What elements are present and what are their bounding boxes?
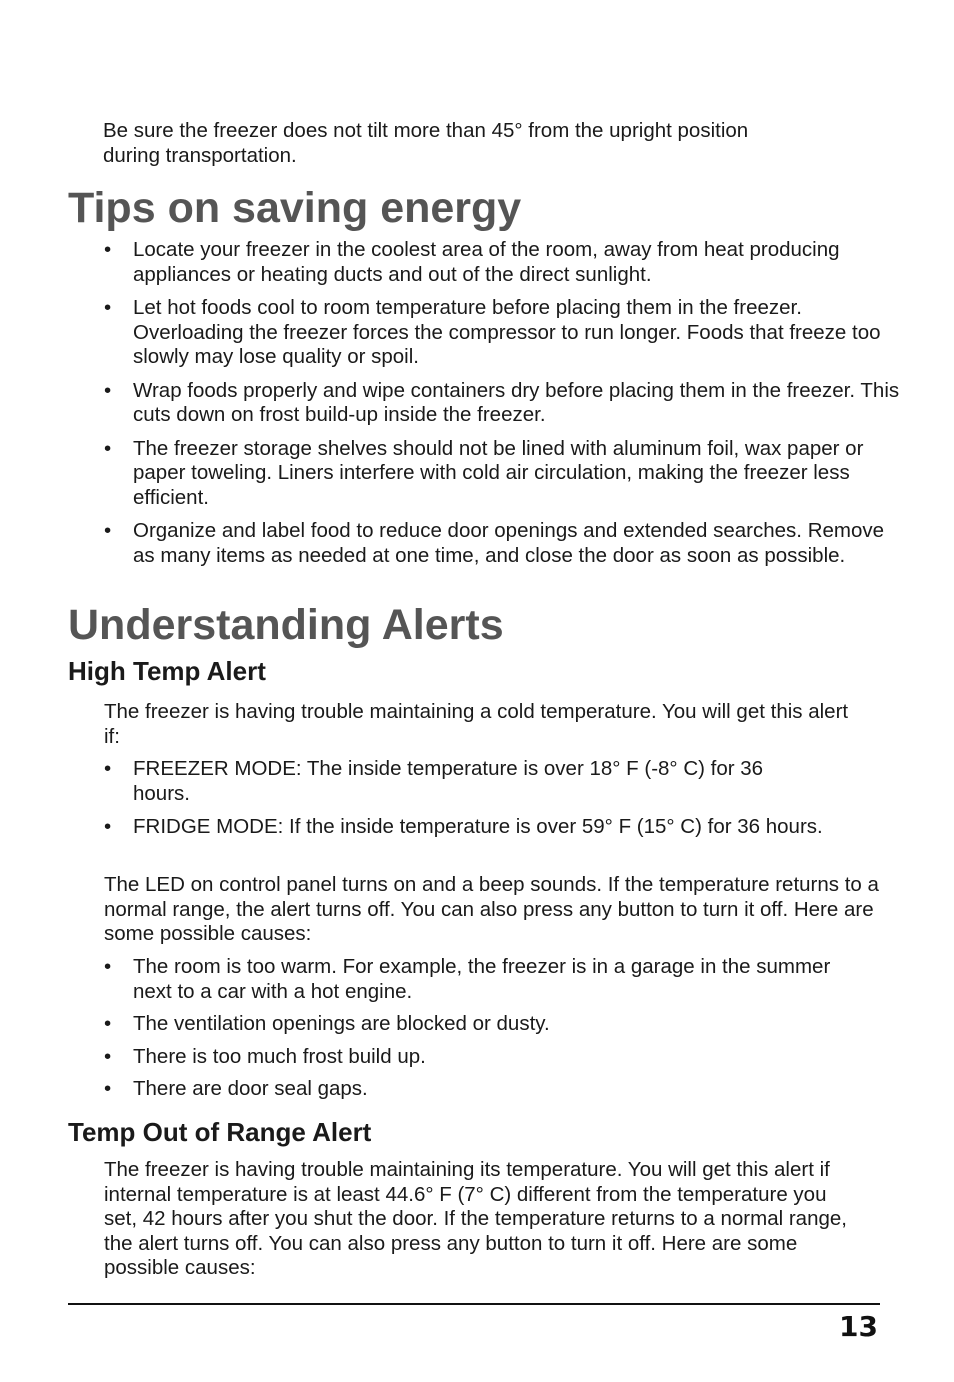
- out-of-range-text: The freezer is having trouble maintaining its temperature. You will get this alert if internal temperature is at least 44.6° F (7° C) different from the temperature you set, 42 hours after you shut the door. If the temperature returns to a normal range, the alert turns off. You can also press any button to turn it off. Here are some possible causes:: [104, 1158, 847, 1279]
- list-item: • There are door seal gaps.: [104, 1077, 368, 1100]
- list-item: • Let hot foods cool to room temperature before placing them in the freezer. Overloading the freezer forces the compressor to run longer. Foods that freeze too slowly may lose quality or spoil.: [104, 296, 881, 368]
- high-temp-intro: The freezer is having trouble maintaining a cold temperature. You will get this alert if:: [104, 700, 849, 748]
- list-item: • The ventilation openings are blocked or dusty.: [104, 1012, 550, 1035]
- high-temp-causes: [104, 955, 844, 1102]
- list-item: • There is too much frost build up.: [104, 1044, 426, 1068]
- transport-note: Be sure the freezer does not tilt more than 45° from the upright position during transportation.: [103, 119, 749, 167]
- list-item: • The room is too warm. For example, the freezer is in a garage in the summer next to a car with a hot engine.: [104, 955, 831, 1003]
- out-of-range-heading: Temp Out of Range Alert: [68, 1117, 372, 1147]
- high-temp-followup: The LED on control panel turns on and a beep sounds. If the temperature returns to a normal range, the alert turns off. You can also press any button to turn it off. Here are some possible causes:: [104, 873, 879, 945]
- footer-rule: [68, 1303, 880, 1305]
- tips-heading: Tips on saving energy: [68, 184, 522, 232]
- list-item: • Organize and label food to reduce door openings and extended searches. Remove as many items as needed at one time, and close the door as soon as possible.: [104, 519, 885, 567]
- list-item: • FRIDGE MODE: If the inside temperature is over 59° F (15° C) for 36 hours.: [104, 815, 823, 838]
- list-item: • Wrap foods properly and wipe containers dry before placing them in the freezer. This cuts down on frost build-up inside the freezer.: [104, 378, 900, 426]
- list-item: • The freezer storage shelves should not be lined with aluminum foil, wax paper or paper toweling. Liners interfere with cold air circulation, making the freezer less efficient.: [104, 436, 864, 509]
- page-number: 13: [839, 1310, 878, 1343]
- alerts-heading: Understanding Alerts: [68, 601, 504, 649]
- list-item: • Locate your freezer in the coolest area of the room, away from heat producing appliances or heating ducts and out of the direct sunlight.: [104, 238, 840, 286]
- high-temp-heading: High Temp Alert: [68, 656, 266, 686]
- list-item: • FREEZER MODE: The inside temperature is over 18° F (-8° C) for 36 hours.: [104, 757, 764, 805]
- high-temp-conditions: [104, 757, 824, 840]
- tips-list: [104, 238, 904, 568]
